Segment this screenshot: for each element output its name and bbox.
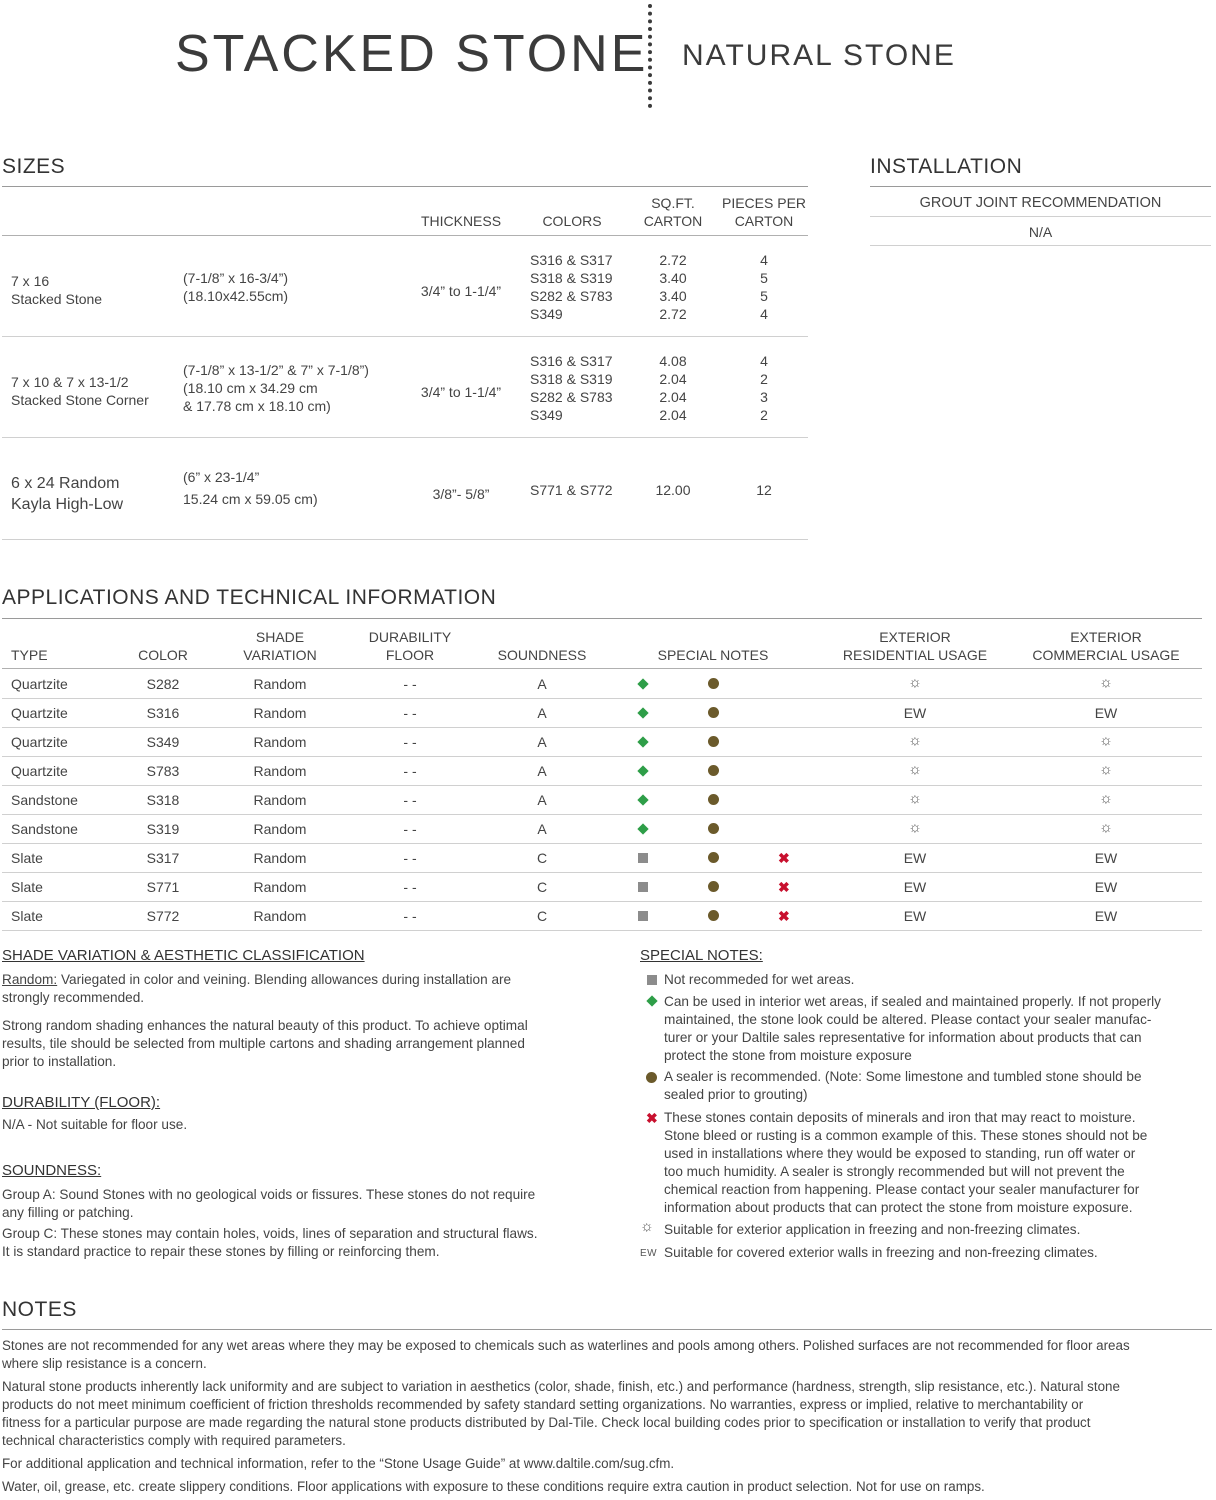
app-shade: Random: [253, 734, 307, 750]
app-row-rule: [2, 756, 1202, 757]
sealer-dot-icon: [708, 852, 719, 863]
random-label: Random:: [2, 972, 58, 987]
square-legend-icon: [647, 975, 657, 985]
sealer-dot-icon: [708, 765, 719, 776]
group-a-line: Group A: Sound Stones with no geological voids or fissures. These stones do not require: [2, 1187, 536, 1202]
size-name-sub: Stacked Stone Corner: [11, 392, 149, 408]
page-subtitle: NATURAL STONE: [682, 39, 956, 72]
sealer-dot-icon: [708, 881, 719, 892]
col-durability-2: FLOOR: [385, 647, 435, 663]
app-type: Quartzite: [11, 676, 68, 692]
app-residential: EW: [903, 879, 927, 895]
col-special-notes: SPECIAL NOTES: [657, 647, 769, 663]
app-type: Quartzite: [11, 763, 68, 779]
shade-line: results, tile should be selected from multiple cartons and shading arrangement planned: [2, 1036, 525, 1051]
notes-heading: NOTES: [2, 1298, 77, 1321]
app-color: S318: [146, 792, 180, 808]
page-title: STACKED STONE: [175, 25, 649, 83]
size-sqft: 3.40: [659, 288, 687, 304]
size-color-code: S316 & S317: [530, 353, 613, 369]
wet-area-diamond-icon: [637, 678, 648, 689]
stone-bleed-x-icon: ✖: [778, 879, 790, 895]
col-soundness: SOUNDNESS: [497, 647, 587, 663]
app-shade: Random: [253, 879, 307, 895]
sealer-dot-icon: [708, 736, 719, 747]
special-notes-heading: SPECIAL NOTES:: [640, 947, 763, 964]
exterior-sun-icon: ☼: [1099, 790, 1113, 807]
soundness-group-c: [2, 1225, 602, 1261]
app-residential: EW: [903, 908, 927, 924]
shade-random-text: [2, 971, 602, 1007]
size-pieces: 4: [760, 306, 768, 322]
app-durability: - -: [403, 705, 417, 721]
sealer-dot-icon: [708, 707, 719, 718]
legend-line: These stones contain deposits of minerals and iron that may react to moisture.: [664, 1110, 1136, 1125]
size-name: 6 x 24 Random: [11, 475, 120, 492]
notes-line: Stones are not recommended for any wet areas where they may be exposed to chemicals such as waterlines and pools among others. Polished surfaces are not recommended for floor areas: [2, 1338, 1130, 1353]
size-row-rule: [2, 437, 808, 438]
sealer-dot-icon: [708, 823, 719, 834]
app-type: Slate: [11, 850, 43, 866]
app-type: Sandstone: [11, 821, 78, 837]
wet-area-diamond-icon: [637, 736, 648, 747]
app-row-rule: [2, 785, 1202, 786]
col-colors: COLORS: [542, 213, 602, 229]
random-text-1: Variegated in color and veining. Blending allowances during installation are: [57, 972, 512, 987]
app-residential: EW: [903, 850, 927, 866]
sun-legend-text: Suitable for exterior application in freezing and non-freezing climates.: [664, 1222, 1081, 1237]
col-shade-1: SHADE: [255, 629, 305, 645]
size-pieces: 3: [760, 389, 768, 405]
app-durability: - -: [403, 734, 417, 750]
group-c-line: Group C: These stones may contain holes, voids, lines of separation and structural flaws.: [2, 1226, 538, 1241]
col-type: TYPE: [11, 647, 48, 663]
not-wet-square-icon: [638, 853, 648, 863]
size-color-code: S318 & S319: [530, 371, 613, 387]
notes-line: For additional application and technical information, refer to the “Stone Usage Guide” at www.daltile.com/sug.cfm.: [2, 1456, 675, 1471]
app-color: S771: [146, 879, 180, 895]
group-c-line: It is standard practice to repair these stones by filling or reinforcing them.: [2, 1244, 440, 1259]
app-residential: EW: [903, 705, 927, 721]
app-color: S319: [146, 821, 180, 837]
col-sqft-1: SQ.FT.: [651, 195, 695, 211]
durability-text: N/A - Not suitable for floor use.: [2, 1117, 188, 1132]
size-row-rule: [2, 539, 808, 540]
legend-line: sealed prior to grouting): [664, 1087, 808, 1102]
size-thickness: 3/4” to 1-1/4”: [420, 283, 502, 299]
col-color: COLOR: [138, 647, 188, 663]
app-row-rule: [2, 872, 1202, 873]
col-pieces-2: CARTON: [734, 213, 794, 229]
notes-rule: [2, 1329, 1212, 1330]
size-dimensions: (6” x 23-1/4”: [183, 469, 260, 485]
app-shade: Random: [253, 792, 307, 808]
size-thickness: 3/8”- 5/8”: [432, 486, 490, 502]
size-color-code: S316 & S317: [530, 252, 613, 268]
app-type: Slate: [11, 908, 43, 924]
square-legend-text: [664, 971, 1209, 989]
app-color: S316: [146, 705, 180, 721]
app-type: Slate: [11, 879, 43, 895]
col-durability-1: DURABILITY: [368, 629, 452, 645]
size-dimensions: 15.24 cm x 59.05 cm): [183, 491, 318, 507]
exterior-sun-icon: ☼: [908, 819, 922, 836]
col-shade-2: VARIATION: [243, 647, 317, 663]
app-durability: - -: [403, 879, 417, 895]
exterior-sun-icon: ☼: [1099, 732, 1113, 749]
app-soundness: A: [537, 676, 547, 692]
app-durability: - -: [403, 850, 417, 866]
app-soundness: A: [537, 705, 547, 721]
notes-line: Natural stone products inherently lack uniformity and are subject to variation in aesthetics (color, shade, finish, etc.) and performance (hardness, strength, slip resistance, etc.). Natural stone: [2, 1379, 1120, 1394]
app-type: Quartzite: [11, 705, 68, 721]
size-pieces: 2: [760, 407, 768, 423]
size-sqft: 3.40: [659, 270, 687, 286]
app-color: S772: [146, 908, 180, 924]
app-durability: - -: [403, 821, 417, 837]
applications-heading: APPLICATIONS AND TECHNICAL INFORMATION: [2, 586, 497, 609]
legend-line: used in installations where they would be exposed to standing, run off water or: [664, 1146, 1136, 1161]
size-sqft: 2.72: [659, 252, 687, 268]
not-wet-square-icon: [638, 882, 648, 892]
installation-heading: INSTALLATION: [870, 155, 1023, 178]
exterior-sun-icon: ☼: [1099, 819, 1113, 836]
app-type: Quartzite: [11, 734, 68, 750]
size-color-code: S282 & S783: [530, 389, 613, 405]
random-text-2: strongly recommended.: [2, 990, 145, 1005]
grout-label: GROUT JOINT RECOMMENDATION: [919, 195, 1162, 211]
shade-paragraph: [2, 1017, 602, 1071]
exterior-sun-icon: ☼: [1099, 674, 1113, 691]
dot-legend-icon: [646, 1072, 657, 1083]
group-a-line: any filling or patching.: [2, 1205, 134, 1220]
shade-line: Strong random shading enhances the natural beauty of this product. To achieve optimal: [2, 1018, 528, 1033]
col-commercial-2: COMMERCIAL USAGE: [1032, 647, 1180, 663]
app-row-rule: [2, 930, 1202, 931]
app-commercial: EW: [1094, 879, 1118, 895]
x-legend-icon: ✖: [646, 1110, 658, 1126]
exterior-sun-icon: ☼: [1099, 761, 1113, 778]
size-sqft: 2.04: [659, 407, 687, 423]
exterior-sun-icon: ☼: [908, 761, 922, 778]
stone-bleed-x-icon: ✖: [778, 908, 790, 924]
app-row-rule: [2, 843, 1202, 844]
wet-area-diamond-icon: [637, 765, 648, 776]
col-commercial-1: EXTERIOR: [1070, 629, 1142, 645]
size-name-sub: Kayla High-Low: [11, 496, 124, 513]
size-sqft: 2.72: [659, 306, 687, 322]
sun-legend-icon: ☼: [640, 1218, 654, 1235]
installation-top-rule: [870, 186, 1211, 187]
size-row-rule: [2, 336, 808, 337]
exterior-sun-icon: ☼: [908, 732, 922, 749]
app-shade: Random: [253, 850, 307, 866]
legend-line: information about products that can protect the stone from moisture exposure.: [664, 1200, 1133, 1215]
app-soundness: A: [537, 763, 547, 779]
size-color-code: S349: [530, 407, 563, 423]
notes-line: products do not meet minimum coefficient of friction thresholds recommended by safety standard setting organizations. No warranties, express or implied, relative to merchantability or: [2, 1397, 1084, 1412]
shade-line: prior to installation.: [2, 1054, 117, 1069]
app-shade: Random: [253, 676, 307, 692]
app-durability: - -: [403, 792, 417, 808]
diamond-legend-icon: [646, 995, 657, 1006]
legend-line: chemical reaction from happening. Please contact your sealer manufacturer for: [664, 1182, 1140, 1197]
applications-header-rule: [2, 668, 1202, 669]
size-pieces: 4: [760, 353, 768, 369]
app-soundness: C: [536, 879, 548, 895]
app-type: Sandstone: [11, 792, 78, 808]
app-soundness: A: [537, 821, 547, 837]
wet-area-diamond-icon: [637, 823, 648, 834]
app-durability: - -: [403, 676, 417, 692]
sealer-dot-icon: [708, 794, 719, 805]
title-divider: [648, 4, 652, 108]
size-dimensions: (18.10 cm x 34.29 cm: [183, 380, 318, 396]
grout-bottom-rule: [870, 245, 1211, 246]
app-durability: - -: [403, 908, 417, 924]
size-pieces: 5: [760, 288, 768, 304]
shade-heading: SHADE VARIATION & AESTHETIC CLASSIFICATION: [2, 947, 365, 964]
app-color: S317: [146, 850, 180, 866]
ew-legend-text: Suitable for covered exterior walls in freezing and non-freezing climates.: [664, 1245, 1098, 1260]
app-row-rule: [2, 814, 1202, 815]
applications-top-rule: [2, 618, 1202, 619]
diamond-legend-text: [664, 993, 1209, 1065]
col-pieces-1: PIECES PER: [721, 195, 807, 211]
dot-legend-text: [664, 1068, 1209, 1104]
grout-rule: [870, 216, 1211, 217]
x-legend-text: [664, 1109, 1209, 1217]
size-sqft: 12.00: [655, 482, 691, 498]
exterior-sun-icon: ☼: [908, 674, 922, 691]
sealer-dot-icon: [708, 910, 719, 921]
wet-area-diamond-icon: [637, 794, 648, 805]
app-durability: - -: [403, 763, 417, 779]
notes-line: Water, oil, grease, etc. create slippery conditions. Floor applications with exposure to these conditions require extra caution in product selection. Not for use on ramps.: [2, 1479, 985, 1494]
ew-legend-icon: EW: [640, 1248, 658, 1259]
size-dimensions: (7-1/8” x 16-3/4”): [183, 270, 289, 286]
app-soundness: C: [536, 850, 548, 866]
sizes-top-rule: [2, 186, 808, 187]
size-pieces: 12: [756, 482, 772, 498]
notes-line: where slip resistance is a concern.: [2, 1356, 207, 1371]
size-sqft: 2.04: [659, 389, 687, 405]
app-shade: Random: [253, 705, 307, 721]
app-shade: Random: [253, 763, 307, 779]
col-sqft-2: CARTON: [643, 213, 703, 229]
size-dimensions: (18.10x42.55cm): [183, 288, 289, 304]
sealer-dot-icon: [708, 678, 719, 689]
app-commercial: EW: [1094, 705, 1118, 721]
app-color: S783: [146, 763, 180, 779]
size-color-code: S318 & S319: [530, 270, 613, 286]
size-name: 7 x 10 & 7 x 13-1/2: [11, 374, 129, 390]
col-residential-2: RESIDENTIAL USAGE: [842, 647, 988, 663]
size-color-code: S771 & S772: [530, 482, 613, 498]
grout-value: N/A: [1028, 224, 1053, 240]
app-color: S282: [146, 676, 180, 692]
legend-line: protect the stone from moisture exposure: [664, 1048, 912, 1063]
app-row-rule: [2, 727, 1202, 728]
sizes-heading: SIZES: [2, 155, 66, 178]
legend-line: Not recommeded for wet areas.: [664, 972, 855, 987]
soundness-group-a: [2, 1186, 602, 1222]
col-residential-1: EXTERIOR: [879, 629, 951, 645]
wet-area-diamond-icon: [637, 707, 648, 718]
legend-line: A sealer is recommended. (Note: Some limestone and tumbled stone should be: [664, 1069, 1142, 1084]
size-pieces: 5: [760, 270, 768, 286]
size-sqft: 2.04: [659, 371, 687, 387]
notes-line: technical characteristics comply with required parameters.: [2, 1433, 346, 1448]
size-color-code: S282 & S783: [530, 288, 613, 304]
sizes-header-rule: [2, 235, 808, 236]
app-shade: Random: [253, 908, 307, 924]
app-commercial: EW: [1094, 908, 1118, 924]
not-wet-square-icon: [638, 911, 648, 921]
app-soundness: A: [537, 792, 547, 808]
exterior-sun-icon: ☼: [908, 790, 922, 807]
size-name-sub: Stacked Stone: [11, 291, 103, 307]
app-row-rule: [2, 901, 1202, 902]
soundness-heading: SOUNDNESS:: [2, 1162, 102, 1179]
size-sqft: 4.08: [659, 353, 687, 369]
notes-body: [2, 1337, 1214, 1496]
notes-line: fitness for a particular purpose are made regarding the natural stone products distributed by Dal-Tile. Check local building codes prior to specification or installation to verify that product: [2, 1415, 1091, 1430]
app-soundness: C: [536, 908, 548, 924]
durability-heading: DURABILITY (FLOOR):: [2, 1094, 161, 1111]
size-pieces: 4: [760, 252, 768, 268]
app-row-rule: [2, 698, 1202, 699]
size-dimensions: (7-1/8” x 13-1/2” & 7” x 7-1/8”): [183, 362, 369, 378]
stone-bleed-x-icon: ✖: [778, 850, 790, 866]
size-color-code: S349: [530, 306, 563, 322]
legend-line: Can be used in interior wet areas, if sealed and maintained properly. If not properly: [664, 994, 1161, 1009]
app-color: S349: [146, 734, 180, 750]
app-shade: Random: [253, 821, 307, 837]
legend-line: Stone bleed or rusting is a common example of this. These stones should not be: [664, 1128, 1148, 1143]
app-soundness: A: [537, 734, 547, 750]
legend-line: too much humidity. A sealer is strongly recommended but will not prevent the: [664, 1164, 1125, 1179]
size-name: 7 x 16: [11, 273, 50, 289]
col-thickness: THICKNESS: [420, 213, 502, 229]
size-pieces: 2: [760, 371, 768, 387]
size-thickness: 3/4” to 1-1/4”: [420, 384, 502, 400]
app-commercial: EW: [1094, 850, 1118, 866]
legend-line: maintained, the stone look could be altered. Please contact your sealer manufac-: [664, 1012, 1152, 1027]
size-dimensions: & 17.78 cm x 18.10 cm): [183, 398, 331, 414]
legend-line: turer or your Daltile sales representative for information about products that can: [664, 1030, 1142, 1045]
